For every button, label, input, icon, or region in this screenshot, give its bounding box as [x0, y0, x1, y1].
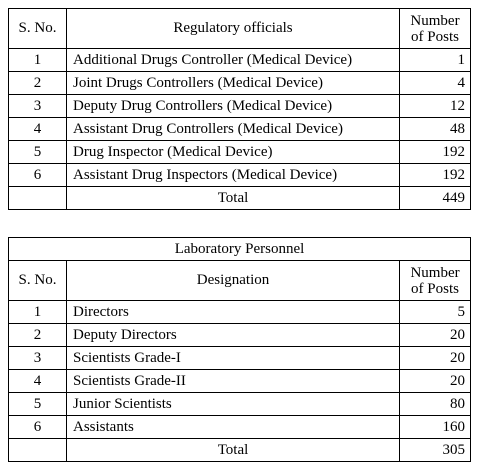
header-designation: Designation [67, 261, 400, 301]
row-sno: 1 [9, 301, 67, 324]
row-num: 160 [400, 416, 471, 439]
header-num-line1: Number [410, 264, 460, 281]
row-name: Directors [67, 301, 400, 324]
total-label: Total [67, 439, 400, 462]
table-row [9, 324, 471, 347]
header-num-line1: Number [410, 12, 460, 29]
row-num: 20 [400, 370, 471, 393]
table-row [9, 416, 471, 439]
table-row [9, 141, 471, 164]
table-row [9, 393, 471, 416]
row-sno: 4 [9, 370, 67, 393]
row-sno: 6 [9, 164, 67, 187]
table-header-row [9, 261, 471, 301]
row-sno: 5 [9, 141, 67, 164]
row-num: 48 [400, 118, 471, 141]
row-name: Deputy Directors [67, 324, 400, 347]
row-num: 5 [400, 301, 471, 324]
header-number-of-posts [400, 9, 471, 49]
header-num-line2: of Posts [411, 28, 459, 45]
header-sno: S. No. [9, 9, 67, 49]
row-name: Assistant Drug Controllers (Medical Device) [67, 118, 400, 141]
table-caption-row [9, 238, 471, 261]
total-row [9, 187, 471, 210]
row-num: 80 [400, 393, 471, 416]
row-sno: 3 [9, 347, 67, 370]
header-regulatory-officials: Regulatory officials [67, 9, 400, 49]
row-sno: 2 [9, 324, 67, 347]
table-row [9, 49, 471, 72]
total-empty-cell [9, 187, 67, 210]
total-num: 305 [400, 439, 471, 462]
total-label: Total [67, 187, 400, 210]
row-sno: 3 [9, 95, 67, 118]
row-num: 192 [400, 164, 471, 187]
total-empty-cell [9, 439, 67, 462]
table-row [9, 301, 471, 324]
header-sno: S. No. [9, 261, 67, 301]
total-num: 449 [400, 187, 471, 210]
row-name: Additional Drugs Controller (Medical Device) [67, 49, 400, 72]
row-sno: 6 [9, 416, 67, 439]
table-header-row [9, 9, 471, 49]
header-number-of-posts [400, 261, 471, 301]
row-num: 20 [400, 324, 471, 347]
table-row [9, 164, 471, 187]
regulatory-officials-table [8, 8, 471, 210]
row-name: Joint Drugs Controllers (Medical Device) [67, 72, 400, 95]
row-name: Junior Scientists [67, 393, 400, 416]
table-row [9, 72, 471, 95]
row-num: 192 [400, 141, 471, 164]
row-num: 1 [400, 49, 471, 72]
row-name: Scientists Grade-I [67, 347, 400, 370]
row-name: Deputy Drug Controllers (Medical Device) [67, 95, 400, 118]
table-row [9, 370, 471, 393]
table-caption: Laboratory Personnel [9, 238, 471, 261]
row-num: 12 [400, 95, 471, 118]
row-name: Assistants [67, 416, 400, 439]
row-name: Drug Inspector (Medical Device) [67, 141, 400, 164]
row-sno: 2 [9, 72, 67, 95]
row-num: 20 [400, 347, 471, 370]
total-row [9, 439, 471, 462]
table-row [9, 118, 471, 141]
table-row [9, 347, 471, 370]
row-sno: 4 [9, 118, 67, 141]
row-name: Assistant Drug Inspectors (Medical Device) [67, 164, 400, 187]
laboratory-personnel-table [8, 237, 471, 462]
table-row [9, 95, 471, 118]
row-name: Scientists Grade-II [67, 370, 400, 393]
row-num: 4 [400, 72, 471, 95]
header-num-line2: of Posts [411, 280, 459, 297]
row-sno: 5 [9, 393, 67, 416]
row-sno: 1 [9, 49, 67, 72]
